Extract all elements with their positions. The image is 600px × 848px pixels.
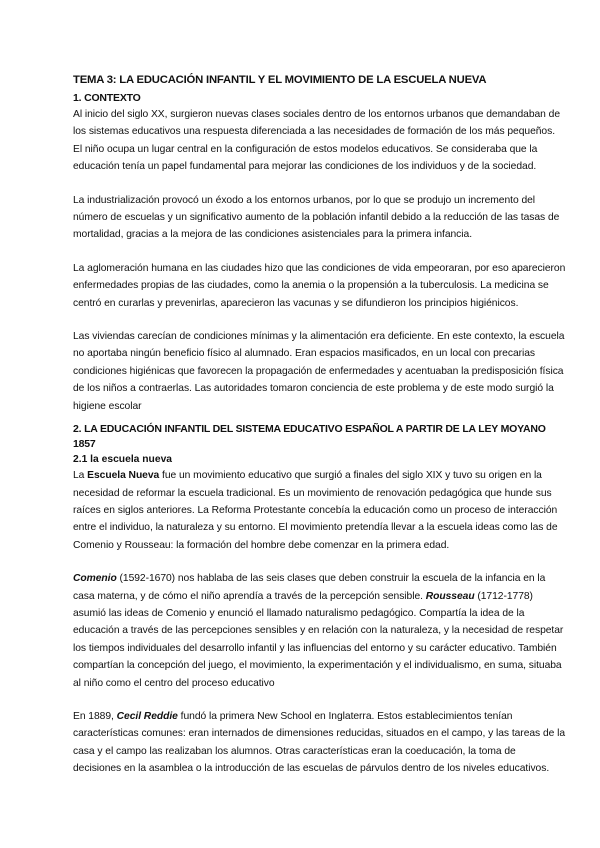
italic-name-comenio: Comenio [73,573,117,585]
paragraph-contexto-2: La industrialización provocó un éxodo a los entornos urbanos, por lo que se produjo un incremento del número de escuelas y un significativo aumento de la población infantil debido a la reducción de las tasas de mortalidad, gracias a la mejora de las condiciones asistenciales para la primera infancia. [73,194,560,241]
text-run: fue un movimiento educativo que surgió a finales del siglo XIX y tuvo su origen en la necesidad de reformar la escuela tradicional. Es un movimiento de renovación pedagógica que hunde sus raíces en siglos anteriores. La Reforma Protestante concebía la educación como un proceso de interacción entre el individuo, la naturaleza y su entorno. El movimiento pretendía llevar a la escuela ideas como las de Comenio y Rousseau: la formación del hombre debe comenzar en la primera edad. [73,470,558,551]
paragraph-contexto-4: Las viviendas carecían de condiciones mínimas y la alimentación era deficiente. En este contexto, la escuela no aportaba ningún beneficio físico al alumnado. Eran espacios masificados, en un local con precarias condiciones higiénicas que favorecen la propagación de enfermedades y acentuaban la predisposición física de los niños a contraerlas. Las autoridades tomaron conciencia de este problema y de este modo surgió la higiene escolar [73,331,565,412]
text-run: (1592-1670) nos hablaba de las seis clases que deben construir la escuela de la infancia en la casa materna, y de cómo el niño aprendía a través de la percepción sensible. [73,573,546,602]
paragraph-comenio-rousseau [73,570,566,692]
section-heading-contexto: 1. CONTEXTO [73,92,141,104]
text-run: En 1889, [73,710,117,722]
text-run: (1712-1778) asumió las ideas de Comenio y enunció el llamado naturalismo pedagógico. Compartía la idea de la educación a través de las percepciones sensibles y en relación con la naturaleza, y la necesidad de respetar los tiempos individuales del desarrollo infantil y las influencias del entorno y su carácter educativo. También compartían la concepción del juego, el movimiento, la experimentación y el individualismo, en suma, situaba al niño como el centro del proceso educativo [73,590,564,689]
italic-name-cecil-reddie: Cecil Reddie [116,710,178,722]
italic-name-rousseau: Rousseau [425,590,475,602]
paragraph-cecil-reddie [73,708,566,778]
text-run: fundó la primera New School en Inglaterra. Estos establecimientos tenían características comunes: eran internados de dimensiones reducidas, situados en el campo, y las tareas de la casa y el campo las realizaban los alumnos. Otras características eran la coeducación, la toma de decisiones en la asamblea o la introducción de las escuelas de párvulos dentro de los niveles educativos. [73,710,566,775]
bold-term-escuela-nueva: Escuela Nueva [87,470,160,482]
subsection-heading-escuela-nueva: 2.1 la escuela nueva [73,454,173,466]
paragraph-contexto-1: Al inicio del siglo XX, surgieron nuevas clases sociales dentro de los entornos urbanos que demandaban de los sistemas educativos una respuesta diferenciada a las necesidades de formación de los más pequeños. El niño ocupa un lugar central en la configuración de estos modelos educativos. Se consideraba que la educación tenía un papel fundamental para mejorar las condiciones de los individuos y de la sociedad. [73,109,561,173]
paragraph-contexto-3: La aglomeración humana en las ciudades hizo que las condiciones de vida empeoraran, por eso aparecieron enfermedades propias de las ciudades, como la anemia o la propensión a la tuberculosis. La medicina se centró en curarlas y prevenirlas, aparecieron las vacunas y se difundieron los principios higiénicos. [73,262,566,309]
text-run: La [73,470,88,482]
section-heading-ley-moyano: 2. LA EDUCACIÓN INFANTIL DEL SISTEMA EDUCATIVO ESPAÑOL A PARTIR DE LA LEY MOYANO 1857 [73,423,546,451]
document-title: TEMA 3: LA EDUCACIÓN INFANTIL Y EL MOVIMIENTO DE LA ESCUELA NUEVA [73,74,487,86]
paragraph-escuela-nueva-1 [73,467,566,554]
